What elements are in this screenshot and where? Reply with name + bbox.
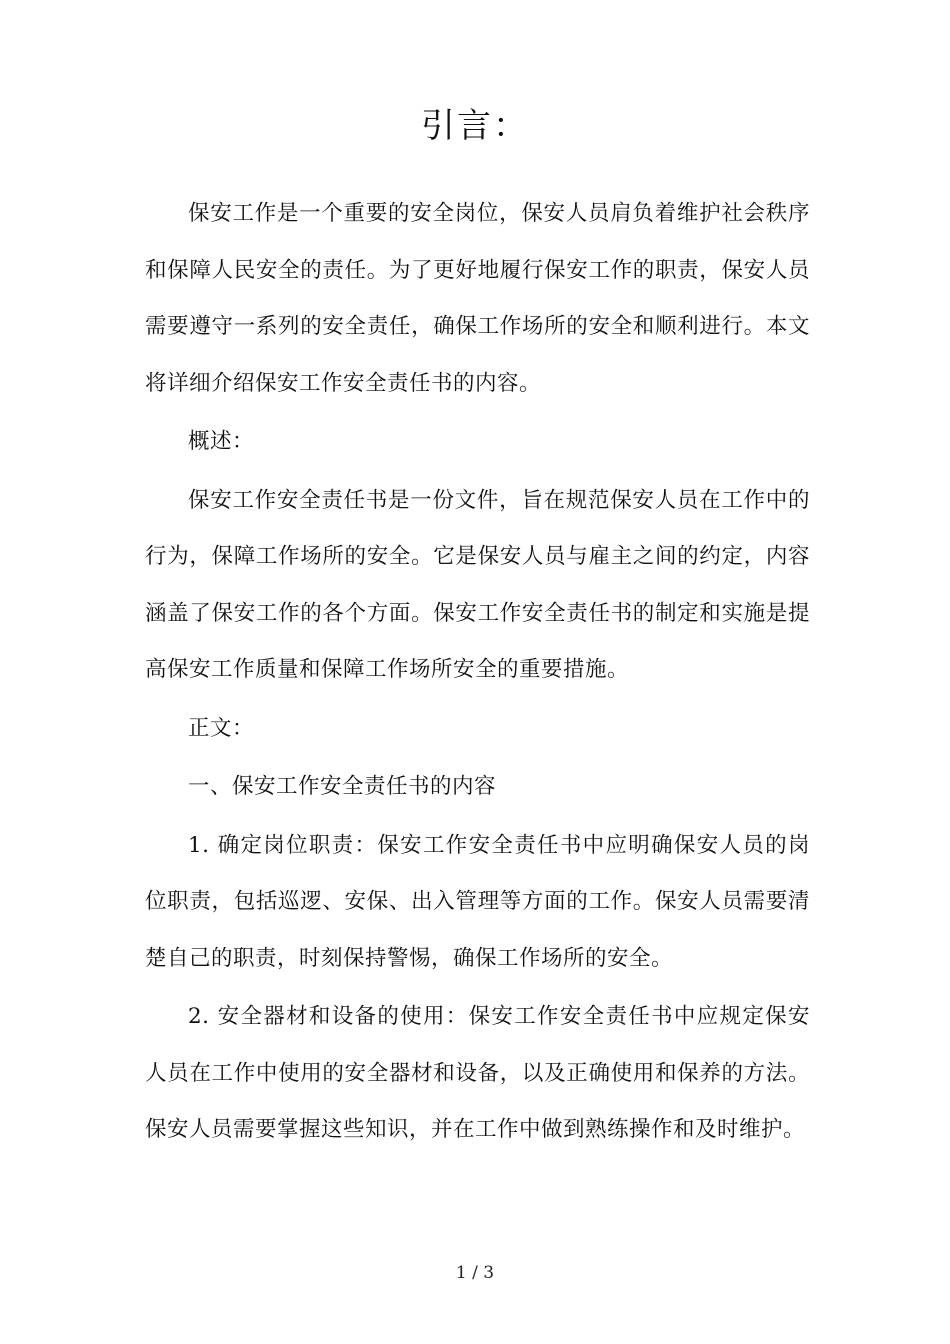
document-body [145, 186, 810, 1161]
section-heading: 一、保安工作安全责任书的内容 [188, 774, 497, 799]
overview-paragraph: 保安工作安全责任书是一份文件，旨在规范保安人员在工作中的行为，保障工作场所的安全。它是保安人员与雇主之间的约定，内容涵盖了保安工作的各个方面。保安工作安全责任书的制定和实施是提高保安工作质量和保障工作场所安全的重要措施。 [145, 487, 810, 682]
list-item-2: 2. 安全器材和设备的使用：保安工作安全责任书中应规定保安人员在工作中使用的安全器材和设备，以及正确使用和保养的方法。保安人员需要掌握这些知识，并在工作中做到熟练操作和及时维护。 [145, 1004, 810, 1142]
list-item-1: 1. 确定岗位职责：保安工作安全责任书中应明确保安人员的岗位职责，包括巡逻、安保、出入管理等方面的工作。保安人员需要清楚自己的职责，时刻保持警惕，确保工作场所的安全。 [145, 832, 810, 971]
overview-heading: 概述： [188, 429, 255, 454]
main-heading: 正文： [188, 715, 255, 741]
page-number: 1 / 3 [455, 1263, 495, 1283]
document-title: 引言： [421, 106, 529, 146]
intro-paragraph: 保安工作是一个重要的安全岗位，保安人员肩负着维护社会秩序和保障人民安全的责任。为了更好地履行保安工作的职责，保安人员需要遵守一系列的安全责任，确保工作场所的安全和顺利进行。本文将详细介绍保安工作安全责任书的内容。 [145, 201, 810, 396]
